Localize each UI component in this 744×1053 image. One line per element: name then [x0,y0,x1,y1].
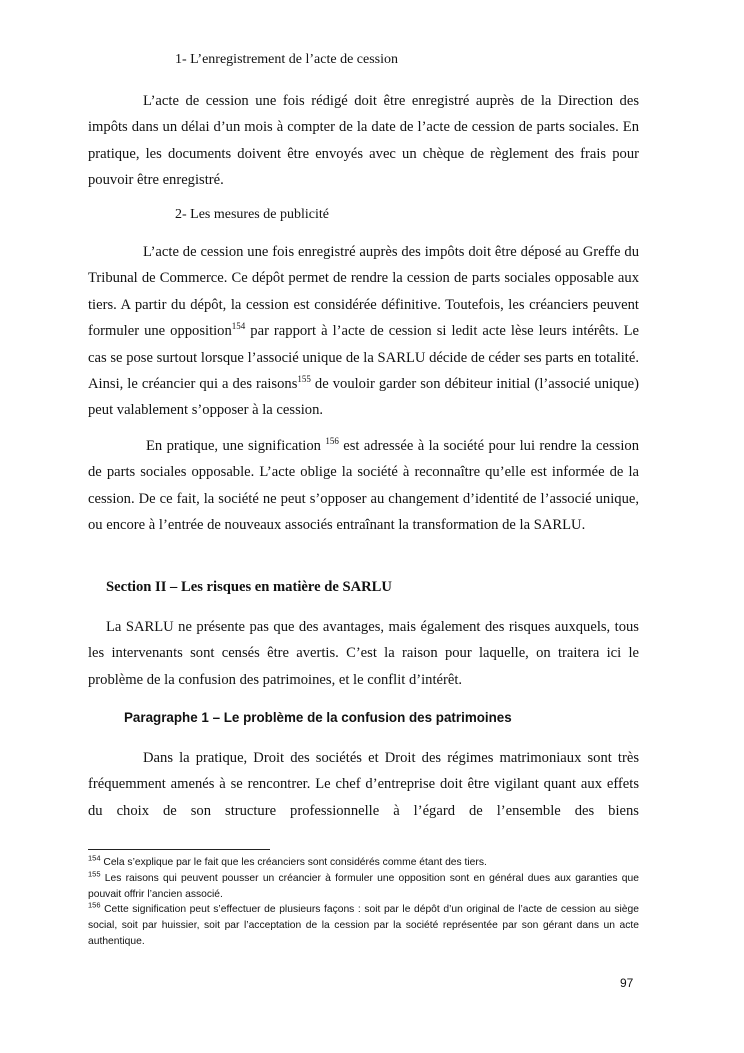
footnote-ref-154: 154 [231,321,246,332]
footnote-text: Cela s’explique par le fait que les créanciers sont considérés comme étant des tiers. [100,857,487,868]
footnote-156 [88,902,639,949]
footnote-text: Cette signification peut s’effectuer de plusieurs façons : soit par le dépôt d’un original de l’acte de cession au siège social, soit par huissier, soit par l’acceptation de la cession par la société représentée par son gérant dans un acte authentique. [88,904,639,947]
footnote-155 [88,871,639,903]
footnote-154 [88,855,639,871]
footnote-separator [88,849,270,850]
footnote-number: 156 [88,900,101,910]
paragraph-text: En pratique, une signification [146,438,326,454]
paragraph-section-intro [88,614,639,693]
footnote-ref-155: 155 [297,374,311,385]
paragraph-publicite [88,239,639,424]
paragraph-text: Dans la pratique, Droit des sociétés et Droit des régimes matrimoniaux sont très fréquemment amenés à se rencontrer. Le chef d’entreprise doit être vigilant quant aux effets du choix de son structure professionnelle à l’égard de l’ensemble des biens [88,750,639,819]
paragraph-signification [88,433,639,539]
subheading-publicite: 2- Les mesures de publicité [175,207,329,222]
paragraph-text: La SARLU ne présente pas que des avantages, mais également des risques auxquels, tous les intervenants sont censés être avertis. C’est la raison pour laquelle, on traitera ici le problème de la confusion des patrimoines, et le conflit d’intérêt. [88,619,639,688]
section-heading: Section II – Les risques en matière de SARLU [106,579,392,595]
footnote-number: 155 [88,869,101,879]
paragraph-text: est adressée à la société pour lui rendre la cession de parts sociales opposable. L’acte oblige la société à reconnaître qu’elle est informée de la cession. De ce fait, la société ne peut s’opposer au changement d’identité de l’associé unique, ou encore à l’entrée de nouveaux associés entraînant la transformation de la SARLU. [88,438,639,534]
paragraph-text: L’acte de cession une fois enregistré auprès des impôts doit être déposé au Greffe du Tribunal de Commerce. Ce dépôt permet de rendre la cession de parts sociales opposable aux tiers. A partir du dépôt, la cession est considérée définitive. Toutefois, les créanciers peuvent formuler une opposition [88,244,639,340]
footnote-text: Les raisons qui peuvent pousser un créancier à formuler une opposition sont en général dues aux garanties que pouvait offrir l’ancien associé. [88,873,639,900]
paragraph-text: par rapport à l’acte de cession si ledit acte lèse leurs intérêts. Le cas se pose surtout lorsque l’associé unique de la SARLU décide de céder ses parts en totalité. Ainsi, le créancier qui a des raisons [88,323,639,393]
footnote-ref-156: 156 [325,436,339,447]
paragraph-pratique [88,745,639,824]
paragraph-text: de vouloir garder son débiteur initial (l’associé unique) peut valablement s’opposer à la cession. [88,376,639,419]
subheading-enregistrement: 1- L’enregistrement de l’acte de cession [175,52,399,67]
page-number: 97 [620,976,634,990]
paragraph-text: L’acte de cession une fois rédigé doit être enregistré auprès de la Direction des impôts dans un délai d’un mois à compter de la date de l’acte de cession de parts sociales. En pratique, les documents doivent être envoyés avec un chèque de règlement des frais pour pouvoir être enregistré. [88,93,639,189]
footnote-number: 154 [88,853,101,863]
paragraph-heading: Paragraphe 1 – Le problème de la confusion des patrimoines [124,710,512,725]
paragraph-enregistrement [88,88,639,194]
